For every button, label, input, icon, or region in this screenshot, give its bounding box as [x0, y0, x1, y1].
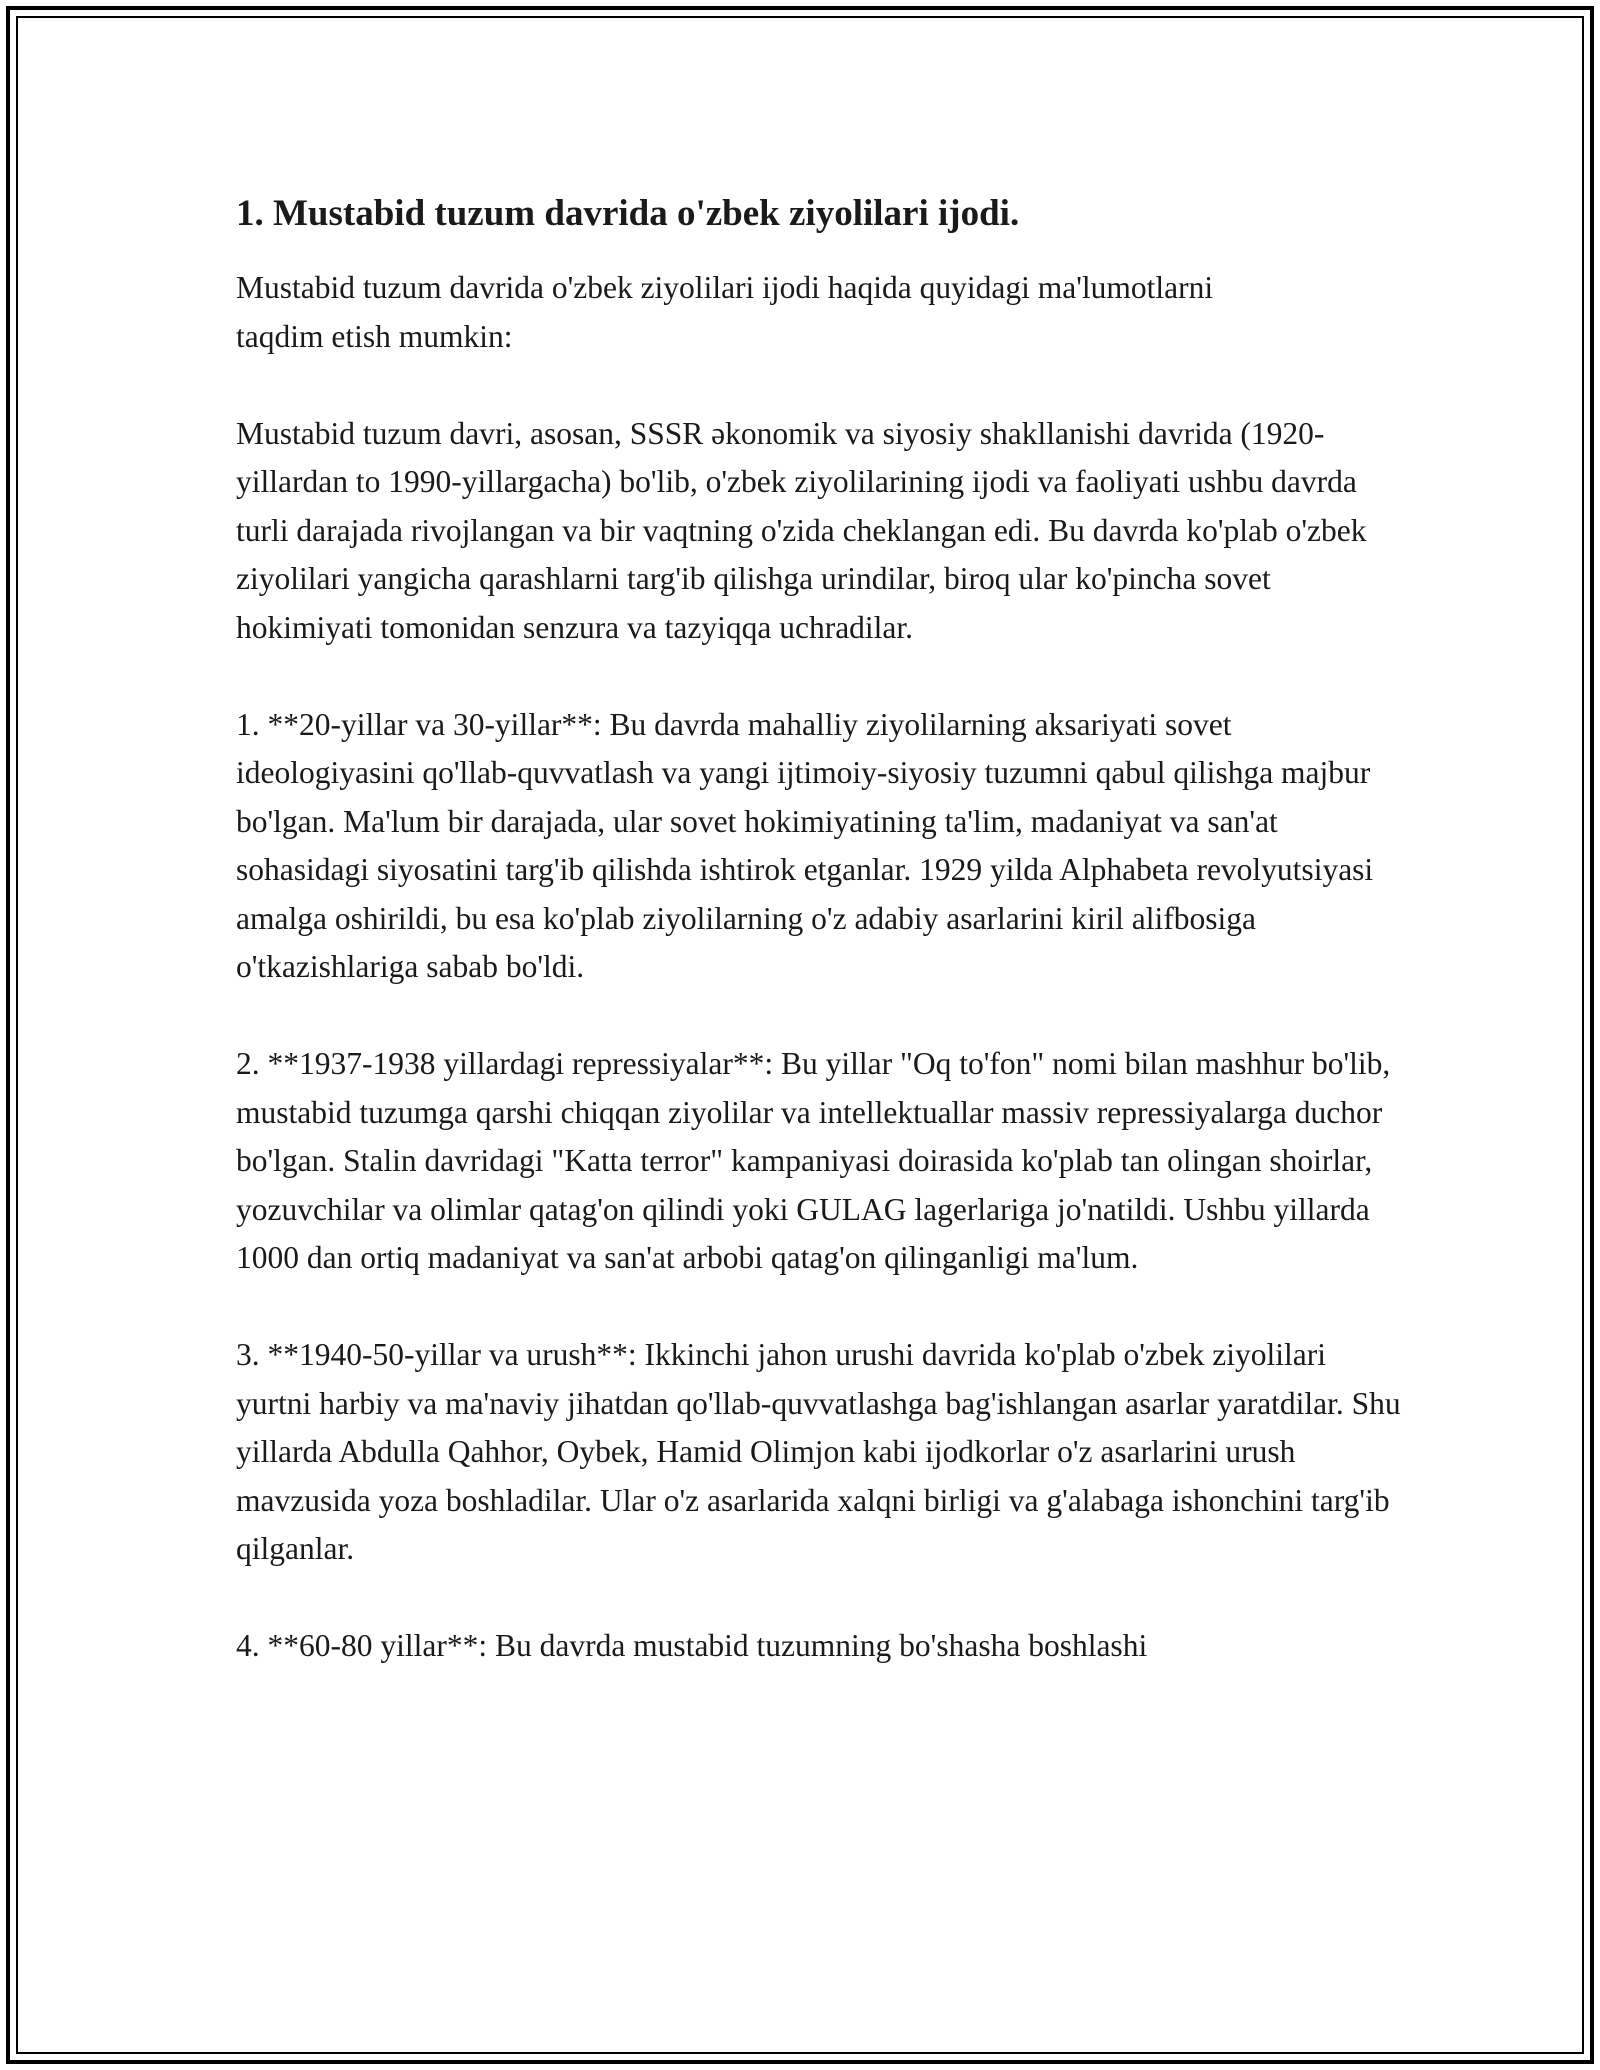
document-title: 1. Mustabid tuzum davrida o'zbek ziyolilari ijodi. [236, 193, 1020, 234]
paragraph-section-1: 1. **20-yillar va 30-yillar**: Bu davrda mahalliy ziyolilarning aksariyati sovet ideologiyasini qo'llab-quvvatlash va yangi ijtimoiy-siyosiy tuzumni qabul qilishga majbur bo'lgan. Ma'lum bir darajada, ular sovet hokimiyatining ta'lim, madaniyat va san'at sohasidagi siyosatini targ'ib qilishda ishtirok etganlar. 1929 yilda Alphabeta revolyutsiyasi amalga oshirildi, bu esa ko'plab ziyolilarning o'z adabiy asarlarini kiril alifbosiga o'tkazishlariga sabab bo'ldi. [236, 706, 1374, 984]
paragraph-overview: Mustabid tuzum davri, asosan, SSSR əkonomik va siyosiy shakllanishi davrida (1920-yillardan to 1990-yillargacha) bo'lib, o'zbek ziyolilarining ijodi va faoliyati ushbu davrda turli darajada rivojlangan va bir vaqtning o'zida cheklangan edi. Bu davrda ko'plab o'zbek ziyolilari yangicha qarashlarni targ'ib qilishga urindilar, biroq ular ko'pincha sovet hokimiyati tomonidan senzura va tazyiqqa uchradilar. [236, 415, 1367, 645]
paragraph-section-2: 2. **1937-1938 yillardagi repressiyalar**: Bu yillar "Oq to'fon" nomi bilan mashhur bo'lib, mustabid tuzumga qarshi chiqqan ziyolilar va intellektuallar massiv repressiyalarga duchor bo'lgan. Stalin davridagi "Katta terror" kampaniyasi doirasida ko'plab tan olingan shoirlar, yozuvchilar va olimlar qatag'on qilindi yoki GULAG lagerlariga jo'natildi. Ushbu yillarda 1000 dan ortiq madaniyat va san'at arbobi qatag'on qilinganligi ma'lum. [236, 1046, 1391, 1275]
intro-paragraph: Mustabid tuzum davrida o'zbek ziyolilari ijodi haqida quyidagi ma'lumotlarni taqdim etish mumkin: [236, 270, 1214, 354]
paragraph-section-3: 3. **1940-50-yillar va urush**: Ikkinchi jahon urushi davrida ko'plab o'zbek ziyolilari yurtni harbiy va ma'naviy jihatdan qo'llab-quvvatlashga bag'ishlangan asarlar yaratdilar. Shu yillarda Abdulla Qahhor, Oybek, Hamid Olimjon kabi ijodkorlar o'z asarlarini urush mavzusida yoza boshladilar. Ular o'z asarlarida xalqni birligi va g'alabaga ishonchini targ'ib qilganlar. [236, 1337, 1401, 1566]
paragraph-section-4: 4. **60-80 yillar**: Bu davrda mustabid tuzumning bo'shasha boshlashi [236, 1628, 1148, 1663]
document-page [236, 186, 1406, 1719]
